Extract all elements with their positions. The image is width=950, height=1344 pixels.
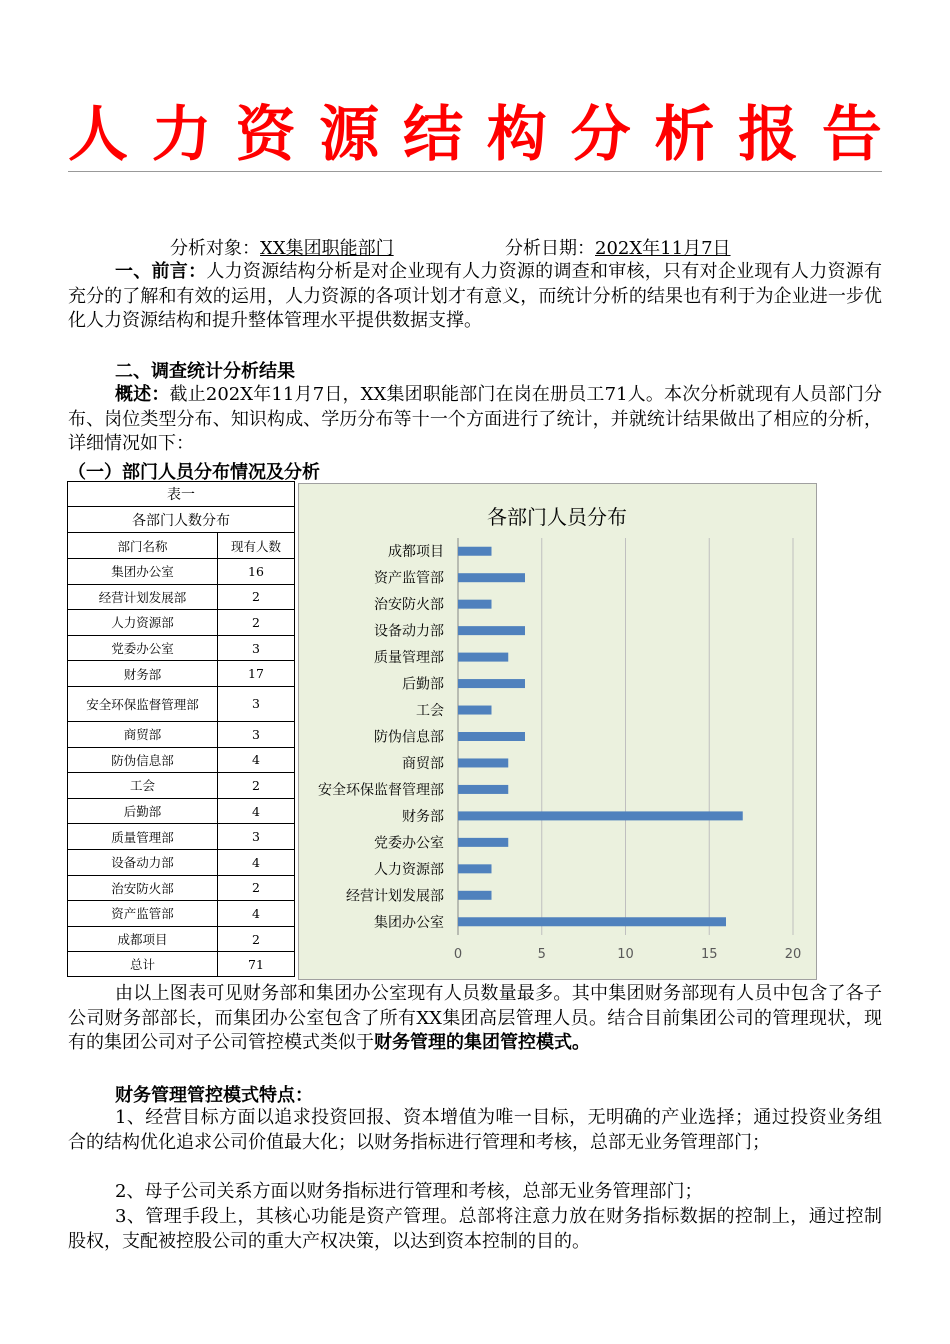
category-label: 党委办公室	[374, 835, 444, 852]
table-row	[68, 721, 295, 747]
department-name-cell: 设备动力部	[68, 849, 218, 875]
analysis-object-label: 分析对象：	[170, 238, 260, 259]
category-label: 安全环保监督管理部	[318, 782, 444, 799]
title-char: 构	[486, 100, 547, 170]
table-row	[68, 635, 295, 661]
title-char: 结	[403, 100, 464, 170]
analysis-bold-text: 财务管理的集团管控模式。	[374, 1032, 590, 1054]
table-row	[68, 798, 295, 824]
department-count-cell: 3	[218, 635, 295, 661]
overview-text: 截止202X年11月7日，XX集团职能部门在岗在册员工71人。本次分析就现有人员部门分布、岗位类型分布、知识构成、学历分布等十一个方面进行了统计，并就统计结果做出了相应的分析，详细情况如下：	[68, 384, 883, 455]
analysis-object	[170, 234, 394, 260]
department-name-cell: 党委办公室	[68, 635, 218, 661]
feature-point-2: 2、母子公司关系方面以财务指标进行管理和考核，总部无业务管理部门；	[115, 1181, 703, 1202]
department-name-cell: 人力资源部	[68, 610, 218, 636]
department-count-cell: 4	[218, 849, 295, 875]
category-label: 财务部	[402, 808, 444, 825]
department-name-cell: 工会	[68, 773, 218, 799]
analysis-date	[505, 234, 731, 260]
intro-paragraph	[68, 260, 882, 334]
title-char: 告	[821, 100, 882, 170]
department-name-cell: 商贸部	[68, 721, 218, 747]
bar	[458, 573, 525, 582]
feature-point-1: 1、经营目标方面以追求投资回报、资本增值为唯一目标，无明确的产业选择；通过投资业务组合的结构优化追求公司价值最大化；以财务指标进行管理和考核，总部无业务管理部门；	[68, 1107, 882, 1153]
table-row	[68, 773, 295, 799]
category-label: 工会	[416, 703, 444, 720]
analysis-object-value: XX集团职能部门	[260, 238, 394, 259]
analysis-paragraph	[68, 982, 882, 1056]
department-count-cell: 4	[218, 901, 295, 927]
category-label: 商贸部	[402, 755, 444, 772]
department-count-cell: 2	[218, 926, 295, 952]
department-count-cell: 2	[218, 610, 295, 636]
intro-text: 人力资源结构分析是对企业现有人力资源的调查和审核，只有对企业现有人力资源有充分的了解和有效的运用，人力资源的各项计划才有意义，而统计分析的结果也有利于为企业进一步优化人力资源结构和提升整体管理水平提供数据支撑。	[68, 261, 882, 332]
bar	[458, 732, 525, 741]
category-label: 集团办公室	[374, 914, 444, 931]
analysis-date-label: 分析日期：	[505, 238, 595, 259]
features-heading: 财务管理管控模式特点：	[115, 1085, 313, 1106]
col-header-count: 现有人数	[218, 533, 295, 559]
table-row	[68, 686, 295, 721]
category-label: 设备动力部	[374, 623, 444, 640]
analysis-date-value: 202X年11月7日	[595, 238, 731, 259]
department-table	[67, 481, 295, 977]
x-tick-label: 5	[537, 947, 546, 962]
department-name-cell: 经营计划发展部	[68, 584, 218, 610]
x-tick-label: 15	[700, 947, 718, 962]
category-label: 资产监管部	[374, 570, 444, 587]
department-count-cell: 2	[218, 773, 295, 799]
department-name-cell: 治安防火部	[68, 875, 218, 901]
title-char: 力	[151, 100, 212, 170]
category-label: 治安防火部	[374, 597, 444, 614]
title-char: 资	[235, 100, 296, 170]
title-char: 报	[738, 100, 799, 170]
analysis-text: 由以上图表可见财务部和集团办公室现有人员数量最多。其中集团财务部现有人员中包含了各子公司财务部部长，而集团办公室包含了所有XX集团高层管理人员。结合目前集团公司的管理现状，现有的集团公司对子公司管控模式类似于	[68, 983, 882, 1054]
table-row	[68, 610, 295, 636]
bar	[458, 653, 508, 662]
category-label: 防伪信息部	[374, 729, 444, 746]
bar	[458, 838, 508, 847]
bar	[458, 679, 525, 688]
department-name-cell: 防伪信息部	[68, 747, 218, 773]
subsection1-heading: （一）部门人员分布情况及分析	[68, 462, 320, 483]
title-char: 析	[654, 100, 715, 170]
table-row	[68, 901, 295, 927]
col-header-department: 部门名称	[68, 533, 218, 559]
bar	[458, 891, 492, 900]
category-label: 经营计划发展部	[346, 888, 444, 905]
department-count-cell: 3	[218, 721, 295, 747]
total-value-cell: 71	[218, 952, 295, 977]
table-row	[68, 849, 295, 875]
table-row	[68, 661, 295, 687]
category-label: 成都项目	[388, 544, 444, 561]
title-char: 源	[319, 100, 380, 170]
section2-heading: 二、调查统计分析结果	[115, 361, 295, 382]
title-char: 分	[570, 100, 631, 170]
x-tick-label: 20	[784, 947, 802, 962]
chart-canvas	[299, 484, 816, 979]
department-bar-chart	[298, 483, 817, 980]
category-label: 质量管理部	[374, 650, 444, 667]
department-count-cell: 3	[218, 824, 295, 850]
bar	[458, 864, 492, 873]
title-char: 人	[68, 100, 128, 170]
department-name-cell: 资产监管部	[68, 901, 218, 927]
report-title	[68, 100, 882, 170]
x-tick-label: 0	[453, 947, 463, 962]
department-name-cell: 集团办公室	[68, 559, 218, 585]
department-count-cell: 16	[218, 559, 295, 585]
table-row	[68, 747, 295, 773]
department-count-cell: 4	[218, 747, 295, 773]
table-row	[68, 559, 295, 585]
bar	[458, 917, 726, 926]
table-row	[68, 875, 295, 901]
bar	[458, 706, 492, 715]
x-tick-label: 10	[617, 947, 634, 962]
bar	[458, 758, 508, 767]
table-row	[68, 926, 295, 952]
department-name-cell: 后勤部	[68, 798, 218, 824]
feature-point-3: 3、管理手段上，其核心功能是资产管理。总部将注意力放在财务指标数据的控制上，通过控制股权，支配被控股公司的重大产权决策，以达到资本控制的目的。	[68, 1206, 882, 1252]
chart-title: 各部门人员分布	[487, 505, 627, 529]
department-name-cell: 安全环保监督管理部	[68, 686, 218, 721]
table-row	[68, 584, 295, 610]
table-label: 表一	[68, 482, 295, 507]
department-count-cell: 2	[218, 584, 295, 610]
table-caption: 各部门人数分布	[68, 507, 295, 533]
table-row	[68, 824, 295, 850]
department-count-cell: 3	[218, 686, 295, 721]
title-divider	[68, 171, 882, 172]
department-count-cell: 17	[218, 661, 295, 687]
total-label-cell: 总计	[68, 952, 218, 977]
department-count-cell: 4	[218, 798, 295, 824]
overview-paragraph	[68, 383, 882, 457]
bar	[458, 547, 492, 556]
category-label: 后勤部	[402, 676, 444, 693]
department-name-cell: 质量管理部	[68, 824, 218, 850]
bar	[458, 785, 508, 794]
department-name-cell: 成都项目	[68, 926, 218, 952]
department-count-cell: 2	[218, 875, 295, 901]
bar	[458, 811, 743, 820]
bar	[458, 600, 492, 609]
department-name-cell: 财务部	[68, 661, 218, 687]
overview-label: 概述：	[115, 384, 170, 405]
category-label: 人力资源部	[374, 861, 444, 878]
bar	[458, 626, 525, 635]
table-total-row	[68, 952, 295, 977]
intro-heading: 一、前言：	[115, 261, 207, 282]
